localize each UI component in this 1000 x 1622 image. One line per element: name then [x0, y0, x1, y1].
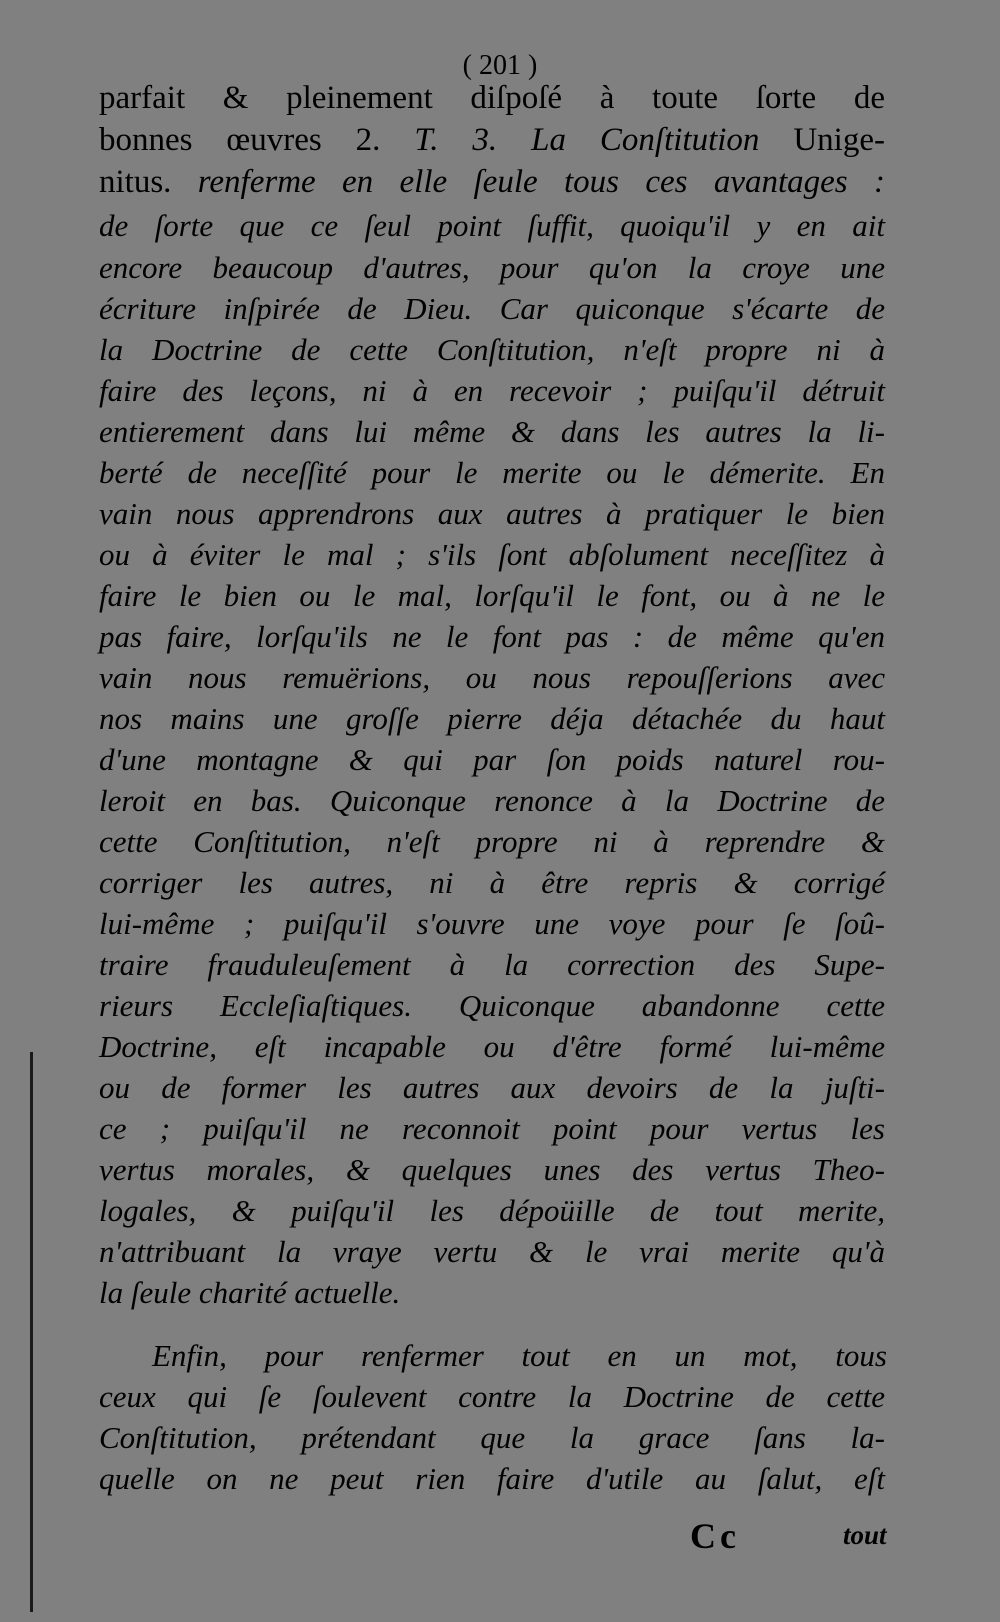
text-line: [99, 1231, 885, 1272]
line-text: corriger les autres, ni à être repris & corrigé: [99, 865, 885, 900]
line-text: de ſorte que ce ſeul point ſuffit, quoiqu'il y en ait: [99, 208, 885, 243]
text-line: [99, 1108, 885, 1149]
text-line: [99, 493, 885, 534]
line-text: leroit en bas. Quiconque renonce à la Doctrine de: [99, 783, 885, 818]
text-line: [99, 1376, 885, 1417]
text-line: [99, 78, 885, 119]
line-text: la Doctrine de cette Conſtitution, n'eſt propre ni à: [99, 332, 885, 367]
text-line: [99, 205, 885, 246]
text-line: [99, 575, 885, 616]
text-line: [99, 862, 885, 903]
line-text: ou à éviter le mal ; s'ils ſont abſolument neceſſitez à: [99, 537, 885, 572]
text-line: [99, 329, 885, 370]
line-text: vain nous remuërions, ou nous repouſſerions avec: [99, 660, 885, 695]
text-line: [99, 247, 885, 288]
text-line: [99, 944, 885, 985]
line-text: entierement dans lui même & dans les autres la li-: [99, 414, 885, 449]
signature-mark: Cc: [690, 1516, 740, 1556]
line-text: ceux qui ſe ſoulevent contre la Doctrine de cette: [99, 1379, 885, 1414]
text-line: [99, 288, 885, 329]
text-line: [99, 1272, 885, 1313]
text-line: [99, 657, 885, 698]
text-line: [99, 370, 885, 411]
text-line: [99, 1026, 885, 1067]
line-text: T. 3. La Conſtitution: [414, 122, 760, 158]
line-text: nos mains une groſſe pierre déja détachée du haut: [99, 701, 885, 736]
line-text: vain nous apprendrons aux autres à pratiquer le bien: [99, 496, 885, 531]
text-line: [99, 739, 885, 780]
line-text: Doctrine, eſt incapable ou d'être formé lui-même: [99, 1029, 885, 1064]
line-text: faire des leçons, ni à en recevoir ; puiſqu'il détruit: [99, 373, 885, 408]
margin-rule: [30, 1052, 33, 1612]
line-text: d'une montagne & qui par ſon poids naturel rou-: [99, 742, 885, 777]
line-text: pas faire, lorſqu'ils ne le font pas : de même qu'en: [99, 619, 885, 654]
text-line: [99, 985, 885, 1026]
line-prefix: bonnes œuvres 2.: [99, 122, 415, 158]
text-line: [99, 452, 885, 493]
line-text: parfait & pleinement diſpoſé à toute ſorte de: [99, 80, 885, 116]
text-line: [99, 698, 885, 739]
text-line: [99, 821, 885, 862]
line-text: rieurs Eccleſiaſtiques. Quiconque abandonne cette: [99, 988, 885, 1023]
text-line: [99, 1149, 885, 1190]
text-line: [99, 411, 885, 452]
text-line: [99, 1067, 885, 1108]
text-line: [99, 1417, 885, 1458]
line-text: la ſeule charité actuelle.: [99, 1275, 401, 1310]
text-line: [99, 534, 885, 575]
text-line: [99, 120, 885, 161]
text-line: [99, 780, 885, 821]
line-text: faire le bien ou le mal, lorſqu'il le font, ou à ne le: [99, 578, 885, 613]
line-text: berté de neceſſité pour le merite ou le démerite. En: [99, 455, 885, 490]
line-text: Conſtitution, prétendant que la grace ſans la-: [99, 1420, 885, 1455]
line-prefix: nitus.: [99, 164, 198, 200]
line-text: renferme en elle ſeule tous ces avantages :: [197, 164, 885, 200]
text-line: [99, 1190, 885, 1231]
line-suffix: Unige-: [759, 122, 885, 158]
text-line: [152, 1335, 887, 1376]
line-text: écriture inſpirée de Dieu. Car quiconque s'écarte de: [99, 291, 885, 326]
page-number: ( 201 ): [462, 50, 538, 81]
line-text: ce ; puiſqu'il ne reconnoit point pour vertus les: [99, 1111, 885, 1146]
catchword: tout: [843, 1520, 887, 1550]
text-line: [99, 162, 885, 203]
line-text: ou de former les autres aux devoirs de la juſti-: [99, 1070, 885, 1105]
line-text: traire frauduleuſement à la correction des Supe-: [99, 947, 885, 982]
text-line: [99, 1458, 885, 1499]
line-text: n'attribuant la vraye vertu & le vrai merite qu'à: [99, 1234, 885, 1269]
line-text: Enfin, pour renfermer tout en un mot, tous: [152, 1338, 887, 1373]
line-text: encore beaucoup d'autres, pour qu'on la croye une: [99, 250, 885, 285]
text-line: [99, 903, 885, 944]
line-text: quelle on ne peut rien faire d'utile au ſalut, eſt: [99, 1461, 885, 1496]
line-text: lui-même ; puiſqu'il s'ouvre une voye pour ſe ſoû-: [99, 906, 885, 941]
line-text: vertus morales, & quelques unes des vertus Theo-: [99, 1152, 885, 1187]
line-text: cette Conſtitution, n'eſt propre ni à reprendre &: [99, 824, 885, 859]
line-text: logales, & puiſqu'il les dépoüille de tout merite,: [99, 1193, 885, 1228]
text-line: [99, 616, 885, 657]
